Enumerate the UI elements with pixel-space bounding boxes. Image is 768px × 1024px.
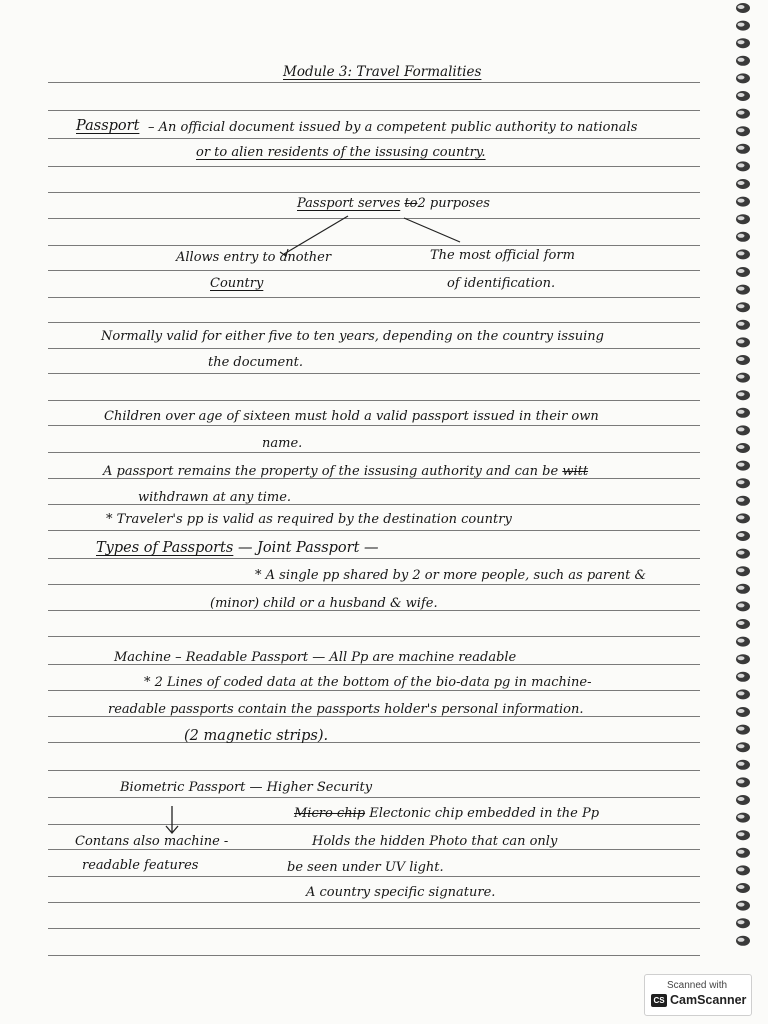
spiral-ring-highlight [738, 903, 745, 907]
chip-line [294, 806, 599, 821]
ruled-line [48, 400, 700, 401]
spiral-ring-highlight [738, 199, 745, 203]
spiral-ring-highlight [738, 850, 745, 854]
spiral-ring-highlight [738, 375, 745, 379]
spiral-ring-highlight [738, 656, 745, 660]
ruled-line [48, 452, 700, 453]
validity-line-2: the document. [208, 355, 303, 370]
spiral-ring-highlight [738, 498, 745, 502]
machine-line-2: readable passports contain the passports holder's personal information. [108, 702, 584, 717]
spiral-ring-highlight [738, 410, 745, 414]
passport-definition-line-1: – An official document issued by a competent public authority to nationals [148, 120, 638, 135]
ruled-line [48, 530, 700, 531]
spiral-ring-highlight [738, 832, 745, 836]
property-line-1 [103, 464, 588, 479]
spiral-ring-highlight [738, 445, 745, 449]
ruled-line [48, 849, 700, 850]
serves-left-line-1: Allows entry to another [176, 250, 332, 265]
spiral-ring-highlight [738, 216, 745, 220]
spiral-ring-highlight [738, 727, 745, 731]
spiral-ring-highlight [738, 744, 745, 748]
ruled-line [48, 322, 700, 323]
spiral-ring-highlight [738, 339, 745, 343]
ruled-line [48, 770, 700, 771]
machine-line-3: (2 magnetic strips). [184, 728, 329, 744]
ruled-line [48, 297, 700, 298]
spiral-ring-highlight [738, 269, 745, 273]
spiral-ring-highlight [738, 533, 745, 537]
property-line-1-text: A passport remains the property of the issusing authority and can be [103, 464, 559, 479]
spiral-ring-highlight [738, 603, 745, 607]
travelers-note: * Traveler's pp is valid as required by the destination country [106, 512, 512, 527]
spiral-ring-highlight [738, 674, 745, 678]
spiral-ring-highlight [738, 251, 745, 255]
ruled-line [48, 558, 700, 559]
ruled-line [48, 82, 700, 83]
joint-passport-heading: — Joint Passport — [237, 540, 379, 556]
spiral-ring-highlight [738, 427, 745, 431]
ruled-line [48, 876, 700, 877]
spiral-ring-highlight [738, 287, 745, 291]
biometric-heading: Biometric Passport — Higher Security [120, 780, 373, 795]
ruled-line [48, 955, 700, 956]
passport-term [76, 118, 139, 134]
property-struck-word: witt [562, 464, 589, 479]
biometric-left-line-1: Contans also machine - [75, 834, 229, 849]
spiral-ring-highlight [738, 111, 745, 115]
ruled-line [48, 110, 700, 111]
passport-definition-line-2: or to alien residents of the issusing country. [196, 145, 486, 160]
ruled-line [48, 192, 700, 193]
spiral-ring-highlight [738, 515, 745, 519]
spiral-ring-highlight [738, 128, 745, 132]
ruled-line [48, 138, 700, 139]
spiral-ring-highlight [738, 392, 745, 396]
spiral-ring-highlight [738, 621, 745, 625]
validity-line-1: Normally valid for either five to ten years, depending on the country issuing [101, 329, 604, 344]
ruled-line [48, 902, 700, 903]
biometric-right-line-2: be seen under UV light. [287, 860, 444, 875]
spiral-ring-highlight [738, 5, 745, 9]
biometric-left-line-2: readable features [82, 858, 199, 873]
spiral-ring-highlight [738, 58, 745, 62]
spiral-ring-highlight [738, 779, 745, 783]
spiral-ring-highlight [738, 163, 745, 167]
joint-line-2: (minor) child or a husband & wife. [210, 596, 438, 611]
spiral-ring-highlight [738, 920, 745, 924]
types-heading: Types of Passports [96, 540, 234, 556]
serves-heading-text: Passport serves [297, 196, 401, 211]
spiral-ring-highlight [738, 867, 745, 871]
down-arrow-icon [162, 804, 182, 836]
spiral-ring-highlight [738, 93, 745, 97]
spiral-ring-highlight [738, 322, 745, 326]
spiral-ring-highlight [738, 639, 745, 643]
children-line-2: name. [262, 436, 303, 451]
spiral-ring-highlight [738, 304, 745, 308]
spiral-ring-highlight [738, 797, 745, 801]
ruled-line [48, 797, 700, 798]
ruled-line [48, 742, 700, 743]
spiral-ring-highlight [738, 938, 745, 942]
page-title: Module 3: Travel Formalities [283, 64, 482, 80]
ruled-line [48, 270, 700, 271]
spiral-ring-highlight [738, 709, 745, 713]
spiral-ring-highlight [738, 234, 745, 238]
property-line-2: withdrawn at any time. [138, 490, 292, 505]
scanned-with-label: Scanned with [667, 980, 728, 991]
spiral-ring-highlight [738, 23, 745, 27]
passport-term-word: Passport [76, 118, 140, 134]
ruled-line [48, 636, 700, 637]
ruled-line [48, 166, 700, 167]
camscanner-watermark [644, 974, 752, 1016]
serves-right-line-2: of identification. [447, 276, 556, 291]
ruled-line [48, 584, 700, 585]
joint-line-1: * A single pp shared by 2 or more people, such as parent & [255, 568, 647, 583]
electronic-chip-text: Electonic chip embedded in the Pp [369, 806, 600, 821]
serves-right-line-1: The most official form [430, 248, 575, 263]
spiral-ring-highlight [738, 762, 745, 766]
ruled-line [48, 373, 700, 374]
camscanner-logo-icon: CS [651, 994, 667, 1007]
machine-readable-heading: Machine – Readable Passport — All Pp are machine readable [114, 650, 517, 665]
spiral-ring-highlight [738, 586, 745, 590]
spiral-ring-highlight [738, 357, 745, 361]
children-line-1: Children over age of sixteen must hold a valid passport issued in their own [104, 409, 599, 424]
ruled-line [48, 348, 700, 349]
spiral-ring-highlight [738, 463, 745, 467]
spiral-ring-highlight [738, 480, 745, 484]
spiral-ring-highlight [738, 815, 745, 819]
serves-heading-end: 2 purposes [417, 196, 490, 211]
ruled-line [48, 425, 700, 426]
serves-heading [297, 196, 490, 211]
machine-line-1: * 2 Lines of coded data at the bottom of the bio-data pg in machine- [144, 675, 592, 690]
ruled-line [48, 690, 700, 691]
microchip-struck: Micro chip [294, 806, 366, 821]
spiral-ring-highlight [738, 568, 745, 572]
spiral-binding [726, 0, 760, 960]
ruled-line [48, 928, 700, 929]
spiral-ring-highlight [738, 75, 745, 79]
serves-struck-word: to [404, 196, 418, 211]
spiral-ring-highlight [738, 40, 745, 44]
ruled-line [48, 824, 700, 825]
spiral-ring-highlight [738, 691, 745, 695]
biometric-right-line-3: A country specific signature. [306, 885, 496, 900]
types-heading-row [96, 540, 379, 556]
spiral-ring-highlight [738, 885, 745, 889]
spiral-ring-highlight [738, 146, 745, 150]
serves-left-line-2: Country [210, 276, 264, 291]
biometric-right-line-1: Holds the hidden Photo that can only [312, 834, 558, 849]
spiral-ring-highlight [738, 181, 745, 185]
camscanner-brand: CamScanner [670, 993, 747, 1007]
spiral-ring-highlight [738, 551, 745, 555]
